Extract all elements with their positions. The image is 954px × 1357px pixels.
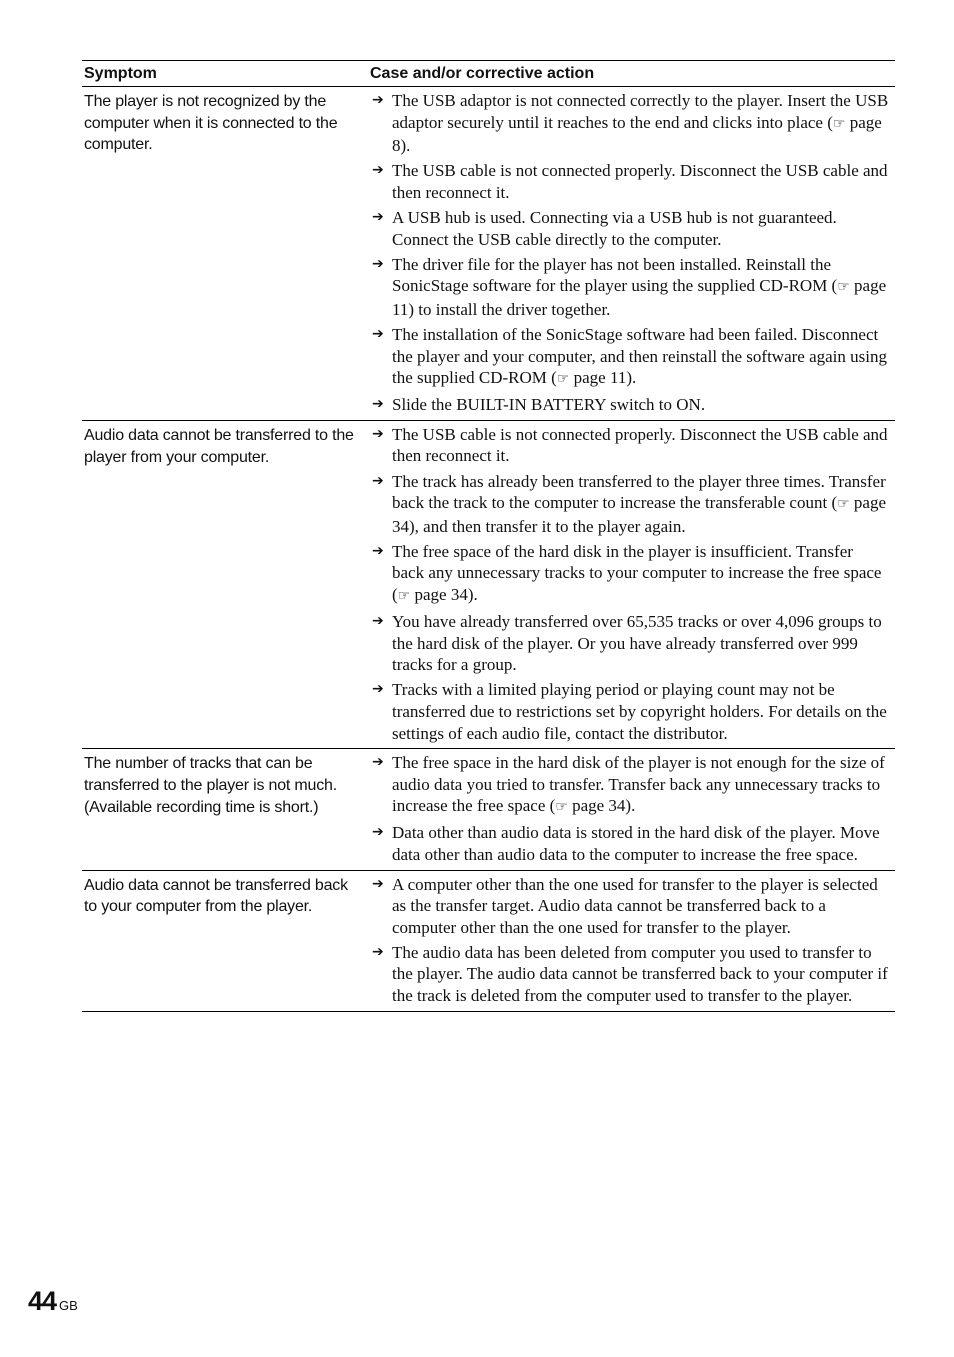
pointing-hand-icon: ☞ — [837, 496, 850, 513]
arrow-right-icon: ➔ — [372, 255, 384, 272]
page-number: 44 — [28, 1286, 57, 1316]
troubleshooting-table-container — [82, 60, 895, 1012]
action-list — [368, 749, 895, 869]
arrow-right-icon: ➔ — [372, 754, 384, 771]
arrow-right-icon: ➔ — [372, 162, 384, 179]
pointing-hand-icon: ☞ — [556, 371, 570, 388]
page-footer — [28, 1286, 78, 1317]
pointing-hand-icon: ☞ — [397, 587, 411, 604]
action-text: A computer other than the one used for transfer to the player is selected as the transfer target. Audio data cannot be transferred back to a computer other than the one used for transfer to the player. — [392, 874, 878, 937]
table-row — [82, 420, 895, 748]
header-symptom: Symptom — [82, 61, 368, 87]
action-item — [368, 611, 895, 676]
action-cell — [368, 870, 895, 1011]
troubleshooting-table — [82, 60, 895, 1012]
action-text: The USB cable is not connected properly. Disconnect the USB cable and then reconnect it. — [392, 424, 888, 466]
symptom-text: The player is not recognized by the computer when it is connected to the computer. — [84, 93, 338, 154]
arrow-right-icon: ➔ — [372, 472, 384, 489]
table-row — [82, 749, 895, 870]
action-item — [368, 942, 895, 1007]
action-item — [368, 679, 895, 744]
symptom-text: Audio data cannot be transferred back to your computer from the player. — [84, 876, 348, 916]
symptom-text: Audio data cannot be transferred to the player from your computer. — [84, 426, 354, 466]
action-text: The audio data has been deleted from computer you used to transfer to the player. The audio data cannot be transferred back to your computer if the track is deleted from the computer used to transfer to the player. — [392, 942, 888, 1006]
arrow-right-icon: ➔ — [372, 542, 384, 559]
action-text: Slide the BUILT-IN BATTERY switch to ON. — [392, 395, 706, 415]
table-row — [82, 87, 895, 421]
action-item — [368, 90, 895, 157]
action-cell — [368, 87, 895, 421]
action-item — [368, 471, 895, 538]
arrow-right-icon: ➔ — [372, 208, 384, 225]
symptom-cell — [82, 749, 368, 870]
action-item — [368, 160, 895, 203]
table-body — [82, 87, 895, 1012]
action-item — [368, 752, 895, 819]
action-text: The free space in the hard disk of the player is not enough for the size of audio data you tried to transfer. Transfer back any unnecessary tracks to increase the free space (☞ page 34). — [392, 753, 885, 816]
action-cell — [368, 749, 895, 870]
action-text: The installation of the SonicStage software had been failed. Disconnect the player and your computer, and then reinstall the software again using the supplied CD-ROM (☞ page 11). — [392, 324, 887, 388]
action-list — [368, 871, 895, 1011]
arrow-right-icon: ➔ — [372, 943, 384, 960]
action-item — [368, 394, 895, 416]
arrow-right-icon: ➔ — [372, 875, 384, 892]
symptom-cell — [82, 870, 368, 1011]
symptom-cell — [82, 420, 368, 748]
page-region-code: GB — [59, 1298, 78, 1313]
table-row — [82, 870, 895, 1011]
arrow-right-icon: ➔ — [372, 425, 384, 442]
action-text: Data other than audio data is stored in the hard disk of the player. Move data other than audio data to the computer to increase the free space. — [392, 823, 880, 864]
pointing-hand-icon: ☞ — [832, 115, 846, 132]
symptom-cell — [82, 87, 368, 421]
action-item — [368, 324, 895, 391]
action-item — [368, 822, 895, 865]
pointing-hand-icon: ☞ — [837, 279, 850, 296]
action-text: The USB adaptor is not connected correctly to the player. Insert the USB adaptor securely until it reaches to the end and clicks into place (☞ page 8). — [392, 91, 889, 156]
arrow-right-icon: ➔ — [372, 681, 384, 698]
action-item — [368, 207, 895, 250]
action-text: The free space of the hard disk in the player is insufficient. Transfer back any unnecessary tracks to your computer to increase the free space (☞ page 34). — [392, 541, 882, 604]
action-item — [368, 424, 895, 467]
action-text: Tracks with a limited playing period or playing count may not be transferred due to restrictions set by copyright holders. For details on the settings of each audio file, contact the distributor. — [392, 680, 887, 743]
arrow-right-icon: ➔ — [372, 325, 384, 342]
action-item — [368, 541, 895, 608]
action-item — [368, 874, 895, 939]
header-corrective-action: Case and/or corrective action — [368, 61, 895, 87]
action-text: The track has already been transferred to the player three times. Transfer back the track to the computer to increase the transferable count (☞ page 34), and then transfer it to the player again. — [392, 471, 887, 536]
action-item — [368, 254, 895, 321]
action-list — [368, 421, 895, 748]
arrow-right-icon: ➔ — [372, 824, 384, 841]
arrow-right-icon: ➔ — [372, 92, 384, 108]
arrow-right-icon: ➔ — [372, 613, 384, 630]
table-header-row — [82, 61, 895, 87]
action-text: You have already transferred over 65,535 tracks or over 4,096 groups to the hard disk of the player. Or you have already transferred over 999 tracks for a group. — [392, 612, 882, 675]
pointing-hand-icon: ☞ — [555, 799, 568, 816]
action-text: A USB hub is used. Connecting via a USB hub is not guaranteed. Connect the USB cable directly to the computer. — [392, 207, 837, 249]
arrow-right-icon: ➔ — [372, 396, 384, 413]
action-list — [368, 87, 895, 420]
symptom-text: The number of tracks that can be transferred to the player is not much. (Available recording time is short.) — [84, 755, 337, 816]
action-cell — [368, 420, 895, 748]
action-text: The driver file for the player has not been installed. Reinstall the SonicStage software for the player using the supplied CD-ROM (☞ page 11) to install the driver together. — [392, 254, 887, 319]
action-text: The USB cable is not connected properly. Disconnect the USB cable and then reconnect it. — [392, 161, 888, 202]
